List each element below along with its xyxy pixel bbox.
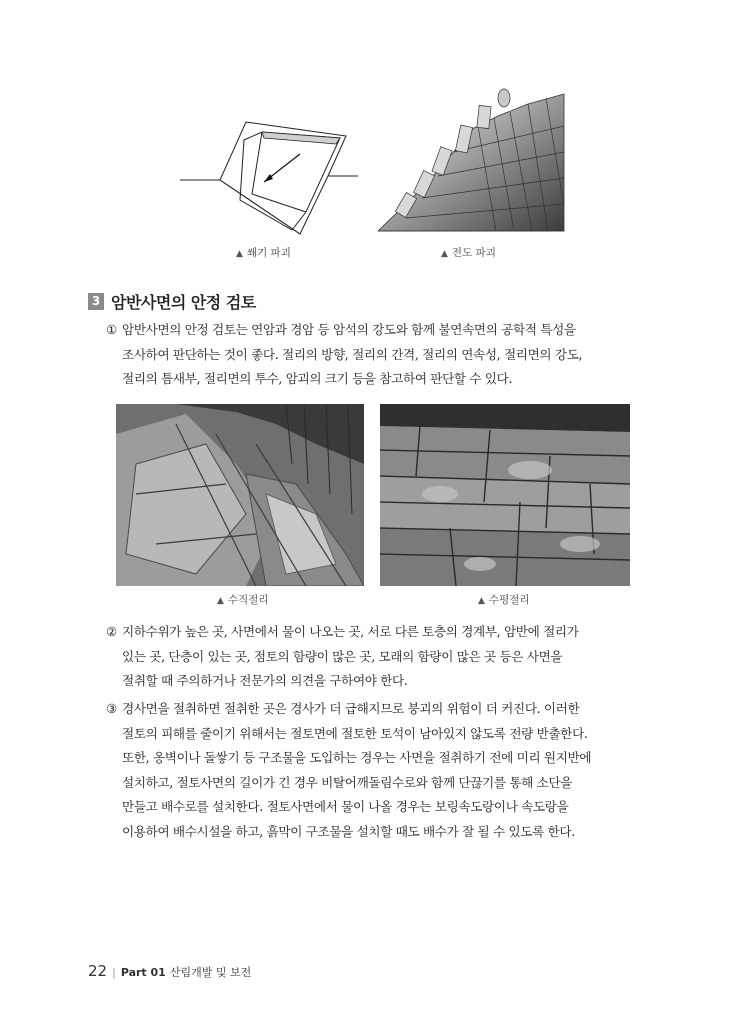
paragraph-line: 절취할 때 주의하거나 전문가의 의견을 구하여야 한다.	[122, 673, 408, 688]
paragraph-line: 절리의 틈새부, 절리면의 투수, 암괴의 크기 등을 참고하여 판단할 수 있다.	[122, 371, 513, 386]
paragraph-line: 있는 곳, 단층이 있는 곳, 점토의 함량이 많은 곳, 모래의 함량이 많은 곳 등은 사면을	[122, 648, 563, 664]
section-number-badge: 3	[88, 293, 104, 310]
paragraph-item-3	[106, 697, 591, 844]
paragraph-item-1	[106, 318, 582, 392]
paragraph-line: 지하수위가 높은 곳, 사면에서 물이 나오는 곳, 서로 다른 토층의 경계부, 암반에 절리가	[122, 624, 579, 639]
paragraph-line: 이용하여 배수시설을 하고, 흙막이 구조물을 설치할 때도 배수가 잘 될 수 있도록 한다.	[122, 823, 575, 839]
wedge-failure-diagram	[180, 112, 370, 242]
paragraph-line: 또한, 옹벽이나 돌쌓기 등 구조물을 도입하는 경우는 사면을 절취하기 전에 미리 원지반에	[122, 750, 592, 765]
horizontal-joint-caption: ▲ 수평절리	[478, 594, 530, 606]
part-label: Part 01	[120, 966, 166, 979]
footer-separator: |	[112, 966, 116, 979]
paragraph-item-2	[106, 620, 579, 694]
paragraph-line: 만들고 배수로를 설치한다. 절토사면에서 물이 나올 경우는 보링속도랑이나 속도랑을	[122, 799, 569, 814]
toppling-failure-caption: ▲ 전도 파괴	[441, 247, 496, 259]
triangle-marker-icon: ▲	[478, 596, 485, 606]
paragraph-line: 조사하여 판단하는 것이 좋다. 절리의 방향, 절리의 간격, 절리의 연속성, 절리면의 강도,	[122, 346, 583, 362]
chapter-title: 산림개발 및 보전	[169, 966, 252, 979]
section-title: 암반사면의 안정 검토	[111, 293, 256, 312]
triangle-marker-icon: ▲	[441, 249, 448, 259]
list-marker: ①	[106, 322, 117, 337]
list-marker: ②	[106, 624, 117, 639]
vertical-joint-caption: ▲ 수직절리	[217, 594, 269, 606]
paragraph-line: 절토의 피해를 줄이기 위해서는 절토면에 절토한 토석이 남아있지 않도록 전량 반출한다.	[122, 725, 588, 741]
list-marker: ③	[106, 701, 117, 716]
horizontal-joint-photo	[380, 404, 630, 586]
wedge-failure-caption: ▲ 쐐기 파괴	[236, 247, 291, 259]
paragraph-line: 설치하고, 절토사면의 길이가 긴 경우 비탈어깨돌림수로와 함께 단끊기를 통해 소단을	[122, 774, 573, 790]
paragraph-line: 암반사면의 안정 검토는 연암과 경암 등 암석의 강도와 함께 불연속면의 공학적 특성을	[122, 322, 576, 337]
paragraph-line: 경사면을 절취하면 절취한 곳은 경사가 더 급해지므로 붕괴의 위험이 더 커진다. 이러한	[122, 701, 580, 716]
page-footer	[88, 962, 251, 980]
triangle-marker-icon: ▲	[217, 596, 224, 606]
toppling-failure-diagram	[378, 86, 568, 236]
triangle-marker-icon: ▲	[236, 249, 243, 259]
vertical-joint-photo	[116, 404, 364, 586]
page-number: 22	[88, 962, 108, 980]
section-heading	[88, 290, 256, 313]
